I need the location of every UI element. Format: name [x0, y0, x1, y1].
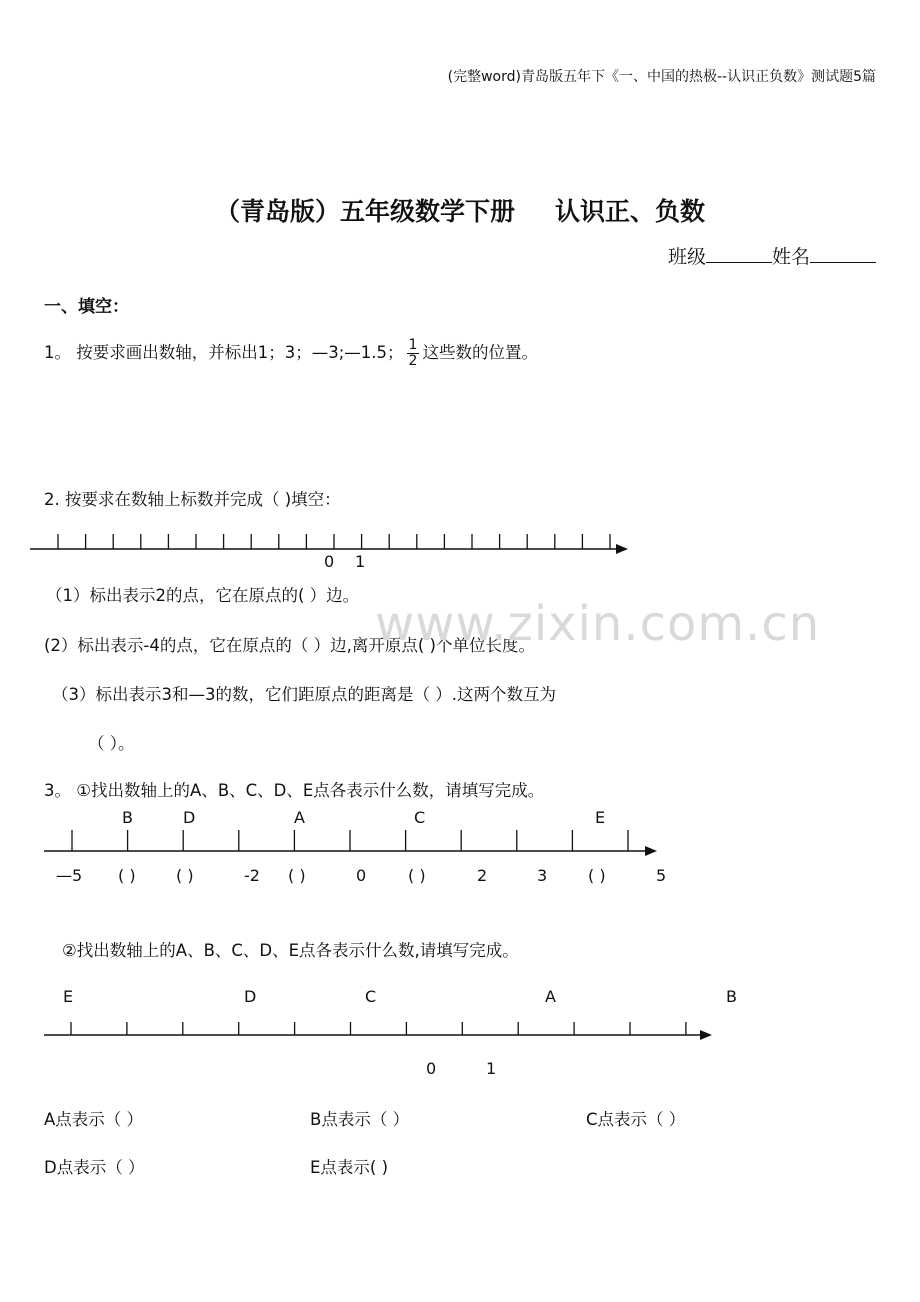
answer-d: D点表示（ ） [44, 1158, 145, 1177]
class-label: 班级 [667, 246, 706, 268]
point-c: C [414, 808, 426, 827]
fraction-denominator: 2 [408, 353, 418, 369]
blank-5: ( ) [588, 866, 606, 885]
blank-2: ( ) [176, 866, 194, 885]
label-0: 0 [356, 866, 367, 885]
arrow-head [645, 846, 657, 856]
point2-c: C [365, 987, 377, 1006]
question-2-sub2: (2）标出表示-4的点，它在原点的（ ）边,离开原点( )个单位长度。 [44, 636, 535, 655]
question-2-intro: 2. 按要求在数轴上标数并完成（ )填空： [44, 490, 341, 509]
blank-1: ( ) [118, 866, 136, 885]
header-note: (完整word)青岛版五年下《一、中国的热极--认识正负数》测试题5篇 [447, 69, 876, 85]
axis3-label-1: 1 [486, 1059, 497, 1078]
blank-4: ( ) [408, 866, 426, 885]
axis3-label-0: 0 [426, 1059, 437, 1078]
q1-text-after: 这些数的位置。 [422, 343, 538, 362]
arrow-head [616, 544, 628, 554]
point-e: E [595, 808, 606, 827]
label-neg5: —5 [56, 866, 83, 885]
answer-b: B点表示（ ） [310, 1110, 410, 1129]
point2-a: A [545, 987, 556, 1006]
question-3-part2-intro: ②找出数轴上的A、B、C、D、E点各表示什么数,请填写完成。 [62, 941, 519, 960]
answer-a: A点表示（ ） [44, 1110, 144, 1129]
label-2: 2 [477, 866, 488, 885]
answer-e: E点表示( ) [310, 1158, 389, 1177]
number-line-3 [44, 987, 737, 1078]
q1-text-before: 1。 按要求画出数轴，并标出1；3；—3;—1.5； [44, 343, 404, 362]
title-right: 认识正、负数 [555, 197, 706, 226]
point2-d: D [244, 987, 257, 1006]
question-2-sub1: （1）标出表示2的点，它在原点的( ）边。 [46, 586, 360, 605]
point-a: A [294, 808, 305, 827]
name-label: 姓名 [771, 246, 810, 268]
label-3: 3 [537, 866, 548, 885]
number-line-1 [30, 534, 628, 571]
axis1-label-0: 0 [324, 552, 335, 571]
question-3-intro: 3。 ①找出数轴上的A、B、C、D、E点各表示什么数，请填写完成。 [44, 781, 545, 800]
question-2-sub3b: （ ）。 [88, 734, 135, 753]
label-neg2: -2 [244, 866, 260, 885]
point-d: D [183, 808, 196, 827]
question-2-sub3a: （3）标出表示3和—3的数，它们距原点的距离是（ ）.这两个数互为 [52, 685, 556, 704]
axis1-label-1: 1 [355, 552, 366, 571]
title-left: （青岛版）五年级数学下册 [214, 197, 515, 226]
fraction-numerator: 1 [408, 337, 418, 353]
section-heading: 一、填空： [44, 297, 129, 317]
watermark: www.zixin.com.cn [375, 596, 821, 652]
point2-e: E [63, 987, 74, 1006]
answer-c: C点表示（ ） [586, 1110, 686, 1129]
point2-b: B [726, 987, 737, 1006]
arrow-head [700, 1030, 712, 1040]
number-line-2 [44, 808, 666, 885]
point-b: B [122, 808, 133, 827]
blank-3: ( ) [288, 866, 306, 885]
label-5: 5 [656, 866, 667, 885]
